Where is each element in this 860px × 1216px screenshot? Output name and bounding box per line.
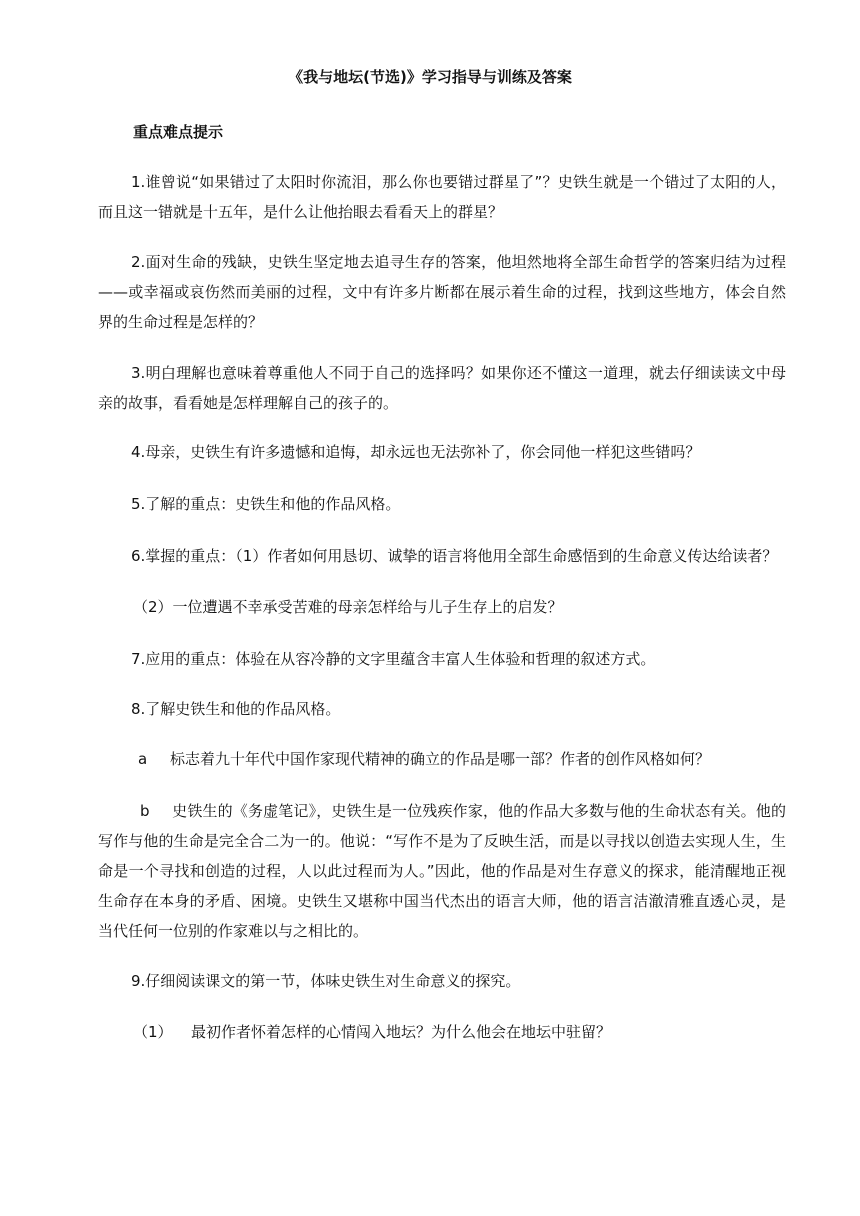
paragraph-8: 8.了解史铁生和他的作品风格。: [131, 700, 341, 718]
item-b: [98, 796, 786, 946]
item-a-text: 标志着九十年代中国作家现代精神的确立的作品是哪一部？作者的创作风格如何？: [170, 750, 711, 768]
item-a: [138, 744, 758, 774]
item-b-label: b: [140, 802, 150, 820]
paragraph-1: 1.谁曾说“如果错过了太阳时你流泪，那么你也要错过群星了”？史铁生就是一个错过了太阳的人，而且这一错就是十五年，是什么让他抬眼去看看天上的群星？: [98, 173, 786, 221]
paragraph-6-sub: （2）一位遭遇不幸承受苦难的母亲怎样给与儿子生存上的启发？: [133, 598, 563, 616]
paragraph-2: 2.面对生命的残缺，史铁生坚定地去追寻生存的答案，他坦然地将全部生命哲学的答案归结为过程——或幸福或哀伤然而美丽的过程，文中有许多片断都在展示着生命的过程，找到这些地方，体会自然界的生命过程是怎样的？: [98, 253, 786, 331]
paragraph-4: 4.母亲，史铁生有许多遗憾和追悔，却永远也无法弥补了，你会同他一样犯这些错吗？: [131, 443, 701, 461]
paragraph-6: 6.掌握的重点：（1）作者如何用恳切、诚挚的语言将他用全部生命感悟到的生命意义传达给读者？: [131, 547, 778, 565]
item-b-text: 史铁生的《务虚笔记》，史铁生是一位残疾作家，他的作品大多数与他的生命状态有关。他的写作与他的生命是完全合二为一的。他说：“写作不是为了反映生活，而是以寻找以创造去实现人生，生命是一个寻找和创造的过程，人以此过程而为人。”因此，他的作品是对生存意义的探求，能清醒地正视生命存在本身的矛盾、困境。史铁生又堪称中国当代杰出的语言大师，他的语言洁澈清雅直透心灵，是当代任何一位别的作家难以与之相比的。: [98, 802, 786, 940]
question-1: [133, 1017, 753, 1047]
document-title: 《我与地坛(节选)》学习指导与训练及答案: [288, 68, 572, 86]
question-1-label: （1）: [133, 1023, 173, 1041]
section-heading: 重点难点提示: [133, 123, 224, 141]
question-1-text: 最初作者怀着怎样的心情闯入地坛？为什么他会在地坛中驻留？: [191, 1023, 612, 1041]
item-a-label: a: [138, 750, 148, 768]
paragraph-5: 5.了解的重点：史铁生和他的作品风格。: [131, 495, 401, 513]
paragraph-7: 7.应用的重点：体验在从容冷静的文字里蕴含丰富人生体验和哲理的叙述方式。: [131, 650, 656, 668]
paragraph-9: 9.仔细阅读课文的第一节，体味史铁生对生命意义的探究。: [131, 972, 521, 990]
paragraph-3: 3.明白理解也意味着尊重他人不同于自己的选择吗？如果你还不懂这一道理，就去仔细读读文中母亲的故事，看看她是怎样理解自己的孩子的。: [98, 364, 786, 412]
